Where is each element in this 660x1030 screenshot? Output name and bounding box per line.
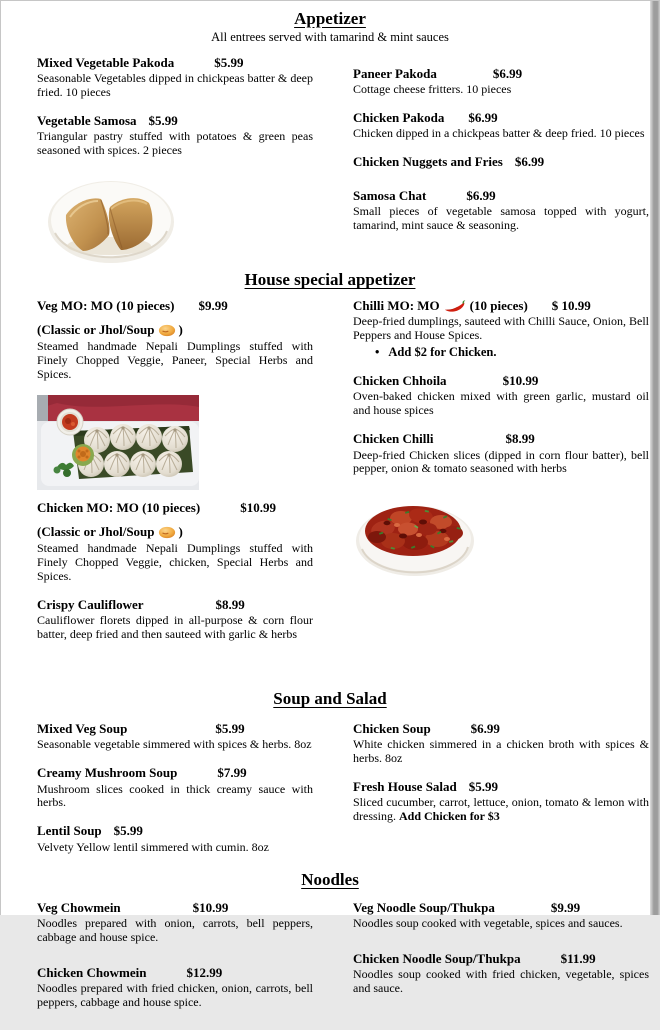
item-header [353,721,649,737]
item-price: $6.99 [492,66,523,81]
menu-item-lentil-soup [37,823,313,854]
right-column [353,900,649,1016]
note-text: (Classic or Jhol/Soup [37,524,155,540]
item-name: Creamy Mushroom Soup [37,765,178,781]
item-description: Steamed handmade Nepali Dumplings stuffed with Finely Chopped Veggie, Paneer, Special Herbs and Spices. [37,339,313,382]
section-title-text: Appetizer [294,9,366,28]
section-title-appetizer [1,9,659,29]
addon-text: Add $2 for Chicken. [388,345,497,360]
note-text-close: ) [178,322,183,338]
item-description: Cottage cheese fritters. 10 pieces [353,82,512,97]
section-title-soup-and-salad [1,689,659,709]
item-header [353,431,649,447]
samosa-plate-photo [43,171,183,264]
menu-item-mixed-vegetable-pakoda [37,55,313,100]
left-column [37,55,313,264]
item-description: Small pieces of vegetable samosa topped with yogurt, tamarind, mint sauce & seasoning. [353,203,649,232]
menu-item-chicken-chhoila [353,373,649,418]
item-name: Chicken Pakoda [353,110,445,126]
item-price: $12.99 [186,964,223,980]
section-columns [1,55,659,264]
item-header [353,779,649,795]
item-header [353,188,649,204]
item-header [37,900,313,916]
item-name: Veg Noodle Soup/Thukpa [353,899,495,915]
item-name: Mixed Veg Soup [37,721,128,737]
item-header [353,298,649,314]
item-header [37,597,313,613]
item-name: Paneer Pakoda [353,66,437,81]
item-name-suffix: (10 pieces) [469,298,528,314]
menu-item-mixed-veg-soup [37,721,313,752]
menu-item-chicken-pakoda [353,110,649,141]
item-price: $5.99 [113,823,143,839]
item-description-text: Sliced cucumber, carrot, lettuce, onion, tomato & lemon with dressing. [353,795,649,824]
item-price: $7.99 [217,765,247,781]
item-header [353,154,649,170]
item-description: Steamed handmade Nepali Dumplings stuffed with Finely Chopped Veggie, chicken, Special Herbs and Spices. [37,541,313,584]
item-header [353,951,649,967]
item-header [37,55,313,71]
note-text: (Classic or Jhol/Soup [37,322,155,338]
section-title-text: House special appetizer [244,270,416,290]
section-columns [1,298,659,655]
item-name: Fresh House Salad [353,779,457,795]
item-price: $10.99 [502,373,539,389]
item-name: Crispy Cauliflower [37,597,144,613]
item-header [37,965,313,981]
item-description: White chicken simmered in a chicken broth with spices & herbs. 8oz [353,737,649,766]
item-description: Noodles soup cooked with vegetable, spices and sauces. [353,915,623,930]
section-house-special-appetizer [1,270,659,655]
item-description: Velvety Yellow lentil simmered with cumin. 8oz [37,839,269,854]
scrollbar[interactable] [650,1,659,915]
menu-item-samosa-chat [353,188,649,233]
item-description: Noodles prepared with onion, carrots, bell peppers, cabbage and house spice. [37,915,313,944]
left-column [37,721,313,867]
item-name: Chicken Nuggets and Fries [353,154,503,170]
section-subtitle: All entrees served with tamarind & mint sauces [211,30,449,44]
item-header [353,900,649,916]
item-name: Chicken Chilli [353,431,434,447]
menu-item-chicken-chilli [353,431,649,476]
left-column [37,900,313,1030]
menu-item-chicken-chowmein [37,965,313,1010]
item-description: Cauliflower florets dipped in all-purpose & corn flour batter, deep fried and then sauteed with garlic & herbs [37,613,313,642]
note-text-close: ) [178,524,183,540]
menu-item-veg-noodle-soup-thukpa [353,900,649,931]
item-price: $6.99 [468,110,498,126]
item-header [353,66,649,82]
item-description: Oven-baked chicken mixed with green garlic, mustard oil and house spices [353,389,649,418]
item-price: $9.99 [198,298,228,314]
item-price: $10.99 [192,899,229,915]
item-header [37,113,313,129]
item-price: $5.99 [214,55,244,70]
momo-platter-photo [37,395,199,490]
item-description: Deep-fried dumplings, sauteed with Chilli Sauce, Onion, Bell Peppers and House Spices. [353,314,649,343]
right-column [353,721,649,837]
section-columns [1,721,659,867]
section-noodles [1,870,659,1030]
item-price: $5.99 [215,721,245,737]
soup-bowl-emoji-icon [158,526,176,539]
item-description: Triangular pastry stuffed with potatoes & green peas seasoned with spices. 2 pieces [37,129,313,158]
item-price: $5.99 [468,779,499,795]
item-price: $6.99 [470,721,500,737]
section-title-house-special [1,270,659,290]
item-price: $8.99 [215,597,245,613]
menu-item-fresh-house-salad [353,779,649,824]
menu-item-chicken-noodle-soup-thukpa [353,951,649,996]
section-title-noodles [1,870,659,890]
item-name: Lentil Soup [37,823,102,839]
item-description: Seasonable Vegetables dipped in chickpeas batter & deep fried. 10 pieces [37,71,313,100]
item-description-bold: Add Chicken for $3 [399,809,500,824]
right-column [353,298,649,579]
style-option-note [37,322,313,338]
right-column [353,55,649,246]
item-header [353,373,649,389]
section-title-text: Noodles [301,869,359,889]
item-description: Deep-fried Chicken slices (dipped in corn flour batter), bell pepper, onion & tomato seasoned with herbs [353,447,649,476]
item-price: $6.99 [514,154,545,170]
item-header [37,500,313,516]
item-price: $6.99 [466,187,496,203]
menu-item-veg-chowmein [37,900,313,945]
menu-item-veg-momo [37,298,313,382]
left-column [37,298,313,655]
item-price: $5.99 [148,113,178,129]
item-name: Chilli MO: MO [353,298,440,314]
item-name: Veg MO: MO (10 pieces) [37,298,175,314]
item-header [353,110,649,126]
addon-bullet [375,345,649,360]
item-header [37,823,313,839]
item-name: Chicken Chhoila [353,373,447,389]
menu-item-crispy-cauliflower [37,597,313,642]
item-price: $8.99 [505,431,535,447]
section-appetizer [1,9,659,264]
menu-item-chicken-nuggets-and-fries [353,154,649,170]
item-name: Chicken Soup [353,721,431,737]
item-description: Noodles soup cooked with fried chicken, vegetable, spices and sauce. [353,966,649,995]
menu-item-chilli-momo [353,298,649,360]
item-description: Chicken dipped in a chickpeas batter & deep fried. 10 pieces [353,126,645,141]
chicken-chilli-plate-photo [353,489,479,579]
item-name: Veg Chowmein [37,899,121,915]
bullet-dot: • [375,345,380,360]
soup-bowl-emoji-icon [158,324,176,337]
section-columns [1,900,659,1030]
item-name: Chicken MO: MO (10 pieces) [37,500,201,516]
item-price: $10.99 [240,500,276,516]
menu-item-creamy-mushroom-soup [37,765,313,810]
section-soup-and-salad [1,689,659,867]
item-description: Noodles prepared with fried chicken, onion, carrots, bell peppers, cabbage and house spice. [37,980,313,1009]
item-name: Vegetable Samosa [37,113,137,129]
item-name: Samosa Chat [353,187,427,203]
item-price: $9.99 [550,899,581,915]
item-name: Chicken Chowmein [37,964,147,980]
item-description [353,796,649,824]
item-name: Chicken Noodle Soup/Thukpa [353,950,521,966]
style-option-note [37,524,313,540]
menu-item-chicken-momo [37,500,313,584]
menu-item-vegetable-samosa [37,113,313,158]
menu-content [1,1,659,1030]
item-description: Seasonable vegetable simmered with spices & herbs. 8oz [37,737,312,752]
item-price: $ 10.99 [551,298,591,314]
item-price: $11.99 [560,950,596,966]
item-name: Mixed Vegetable Pakoda [37,55,175,70]
item-header [37,765,313,781]
item-description: Mushroom slices cooked in thick creamy sauce with herbs. [37,781,313,810]
menu-item-paneer-pakoda [353,66,649,97]
item-header [37,721,313,737]
menu-item-chicken-soup [353,721,649,766]
item-header [37,298,313,314]
chili-pepper-icon [444,299,466,314]
section-title-text: Soup and Salad [273,689,387,709]
